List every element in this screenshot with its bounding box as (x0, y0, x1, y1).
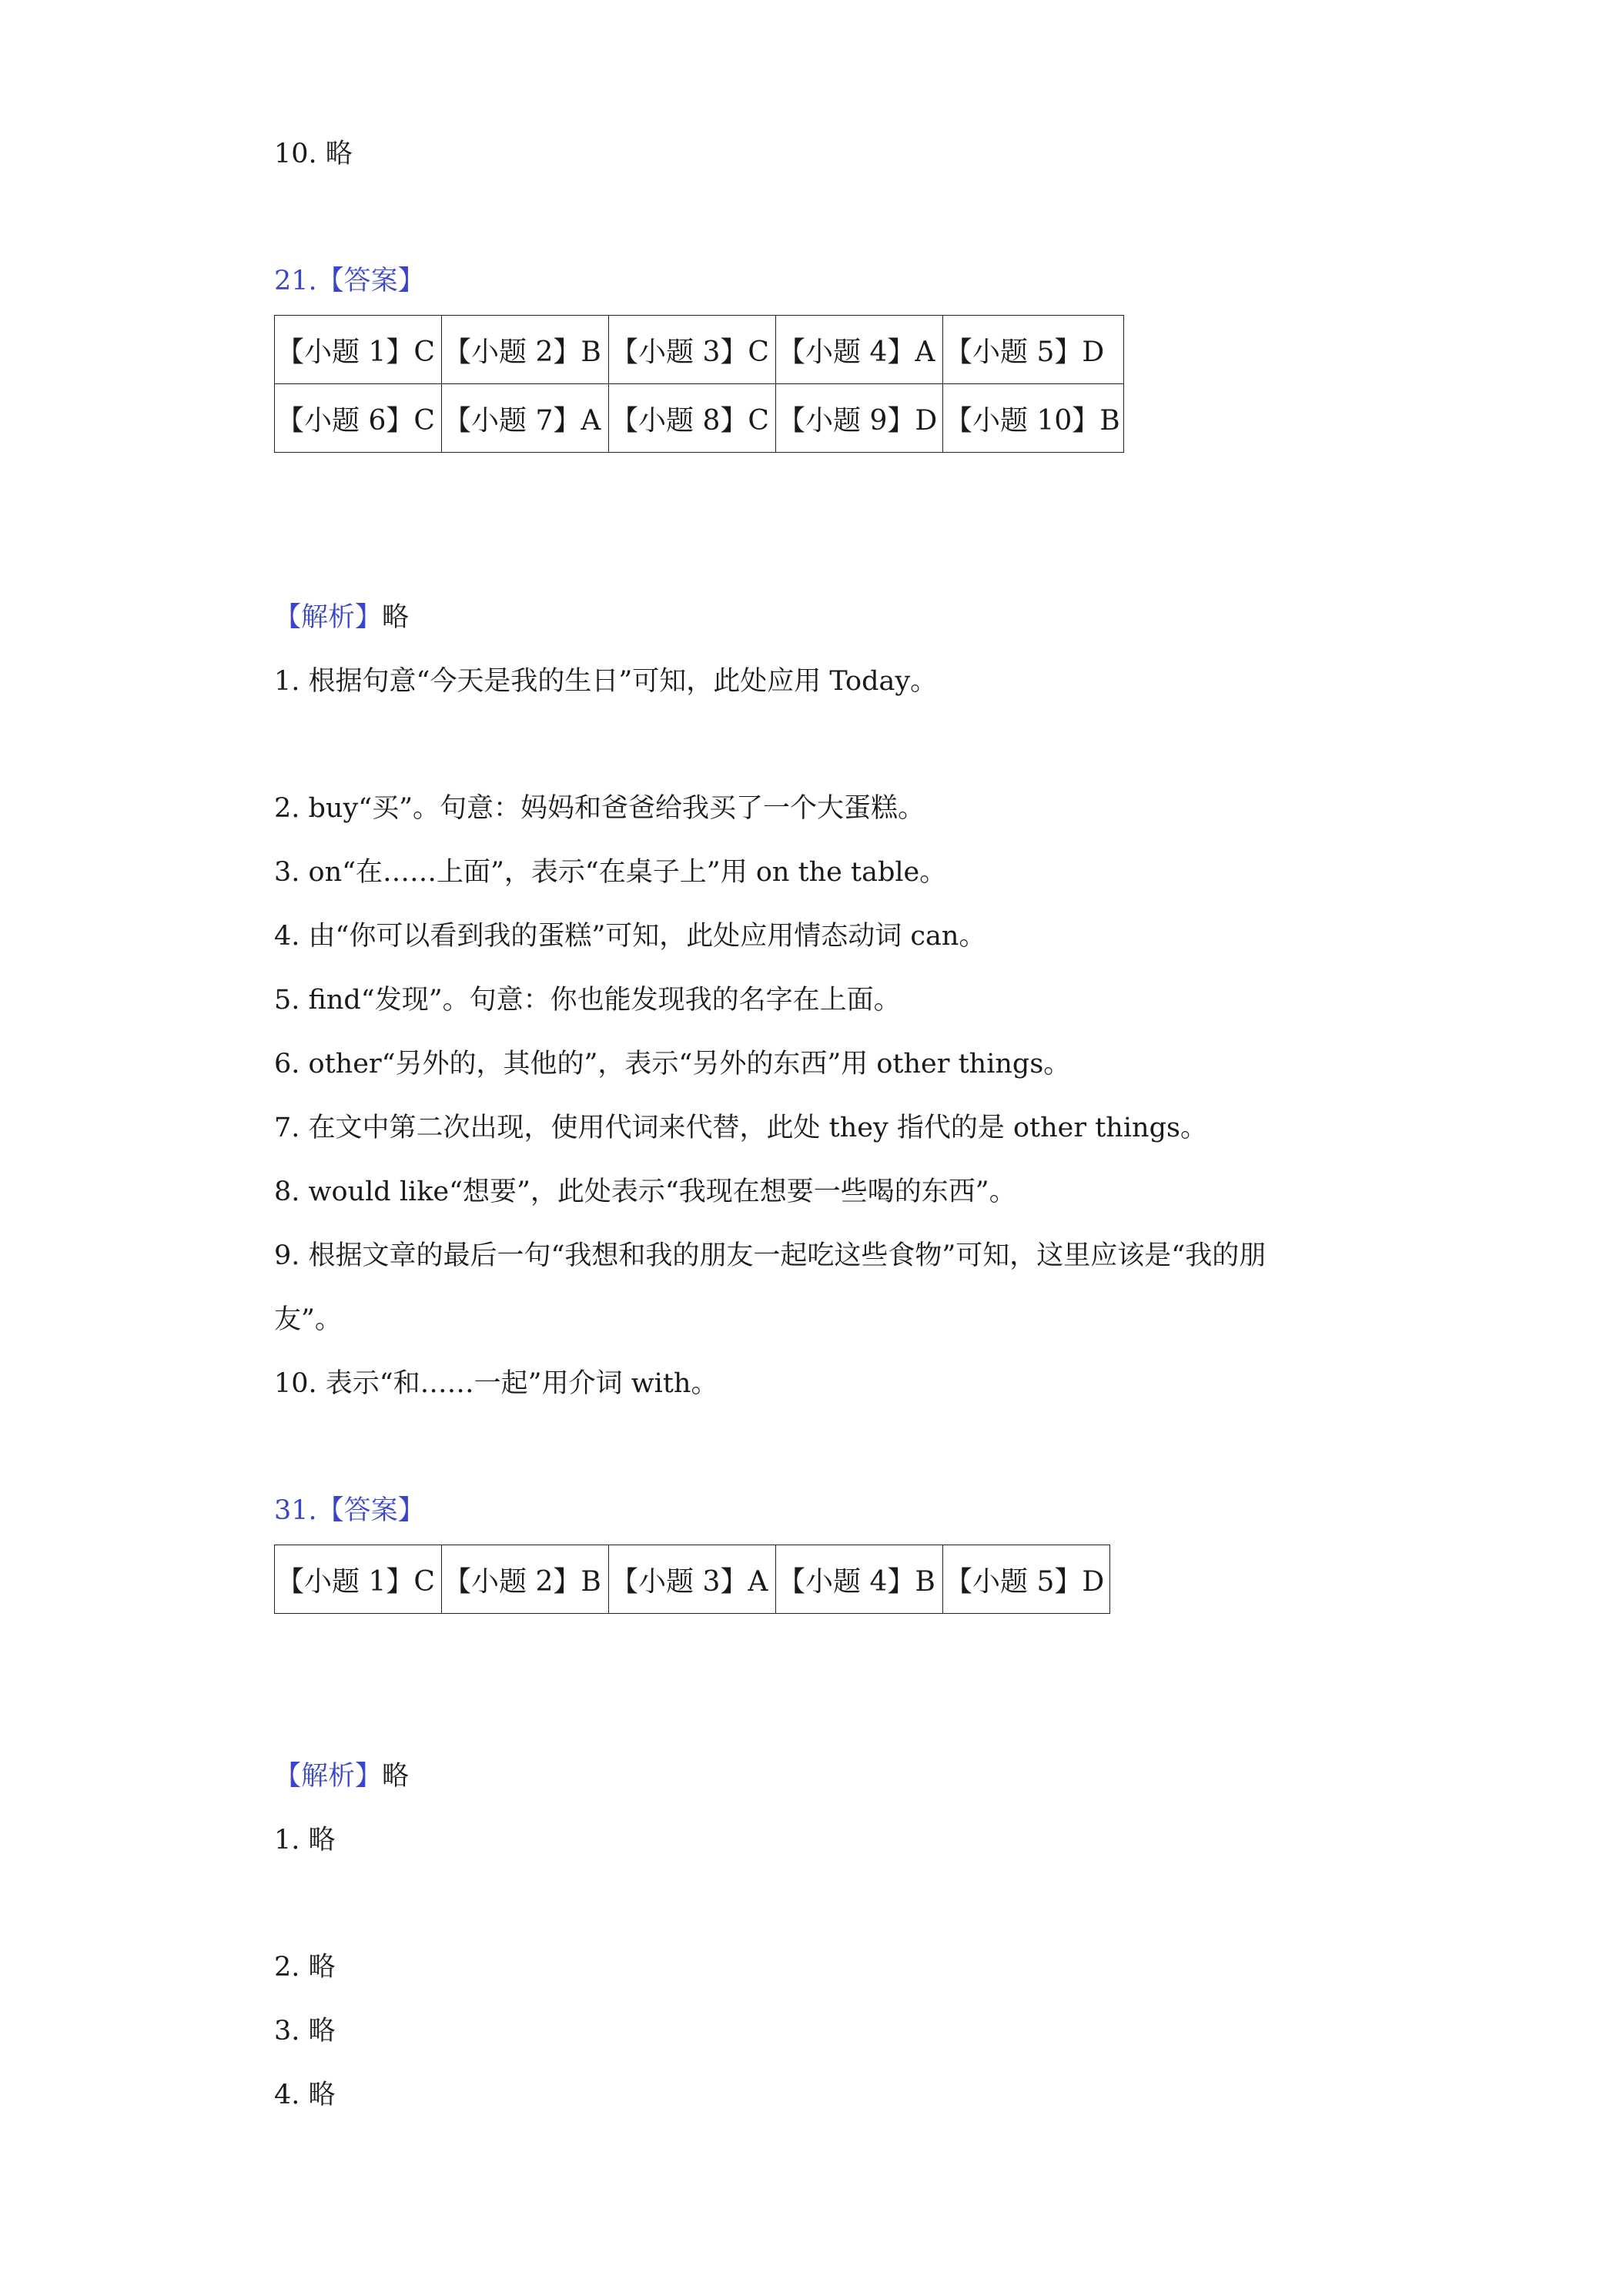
q31-answer-table (274, 1545, 1110, 1614)
analysis-label: 【解析】 (274, 1761, 383, 1792)
table-row (275, 384, 1124, 453)
answer-cell: 【小题 5】D (943, 1545, 1110, 1614)
explanation-line: 6. other“另外的，其他的”，表示“另外的东西”用 other things。 (274, 1049, 1071, 1079)
answer-cell: 【小题 6】C (275, 384, 442, 453)
analysis-suffix: 略 (382, 602, 410, 633)
answer-cell: 【小题 3】A (609, 1545, 776, 1614)
explanation-line: 5. find“发现”。句意：你也能发现我的名字在上面。 (274, 985, 901, 1016)
explanation-line: 2. 略 (274, 1952, 336, 1983)
answer-cell: 【小题 1】C (275, 1545, 442, 1614)
answer-cell: 【小题 2】B (442, 1545, 609, 1614)
q21-answer-table (274, 315, 1124, 453)
answer-cell: 【小题 4】A (776, 316, 943, 384)
explanation-line: 3. 略 (274, 2016, 336, 2047)
explanation-line: 9. 根据文章的最后一句“我想和我的朋友一起吃这些食物”可知，这里应该是“我的朋 (274, 1240, 1267, 1271)
answer-cell: 【小题 2】B (442, 316, 609, 384)
explanation-line: 1. 根据句意“今天是我的生日”可知，此处应用 Today。 (274, 666, 938, 697)
explanation-line: 友”。 (274, 1304, 342, 1335)
q21-answer-header: 21.【答案】 (274, 266, 425, 296)
q21-analysis-line (274, 602, 409, 633)
answer-cell: 【小题 3】C (609, 316, 776, 384)
explanation-line: 4. 由“你可以看到我的蛋糕”可知，此处应用情态动词 can。 (274, 921, 986, 952)
explanation-line: 1. 略 (274, 1825, 336, 1856)
table-row (275, 316, 1124, 384)
answer-cell: 【小题 5】D (943, 316, 1124, 384)
q31-answer-header: 31.【答案】 (274, 1495, 425, 1526)
answer-cell: 【小题 7】A (442, 384, 609, 453)
explanation-line: 2. buy“买”。句意：妈妈和爸爸给我买了一个大蛋糕。 (274, 793, 925, 824)
answer-cell: 【小题 10】B (943, 384, 1124, 453)
table-row (275, 1545, 1110, 1614)
answer-cell: 【小题 1】C (275, 316, 442, 384)
q31-analysis-line (274, 1761, 409, 1792)
analysis-label: 【解析】 (274, 602, 383, 633)
prev-question-tail: 10. 略 (274, 139, 353, 169)
answer-cell: 【小题 8】C (609, 384, 776, 453)
explanation-line: 10. 表示“和……一起”用介词 with。 (274, 1368, 718, 1399)
explanation-line: 4. 略 (274, 2080, 336, 2110)
explanation-line: 3. on“在……上面”，表示“在桌子上”用 on the table。 (274, 857, 947, 888)
explanation-line: 8. would like“想要”，此处表示“我现在想要一些喝的东西”。 (274, 1176, 1016, 1207)
answer-cell: 【小题 4】B (776, 1545, 943, 1614)
explanation-line: 7. 在文中第二次出现，使用代词来代替，此处 they 指代的是 other things。 (274, 1113, 1207, 1143)
analysis-suffix: 略 (382, 1761, 410, 1792)
answer-cell: 【小题 9】D (776, 384, 943, 453)
